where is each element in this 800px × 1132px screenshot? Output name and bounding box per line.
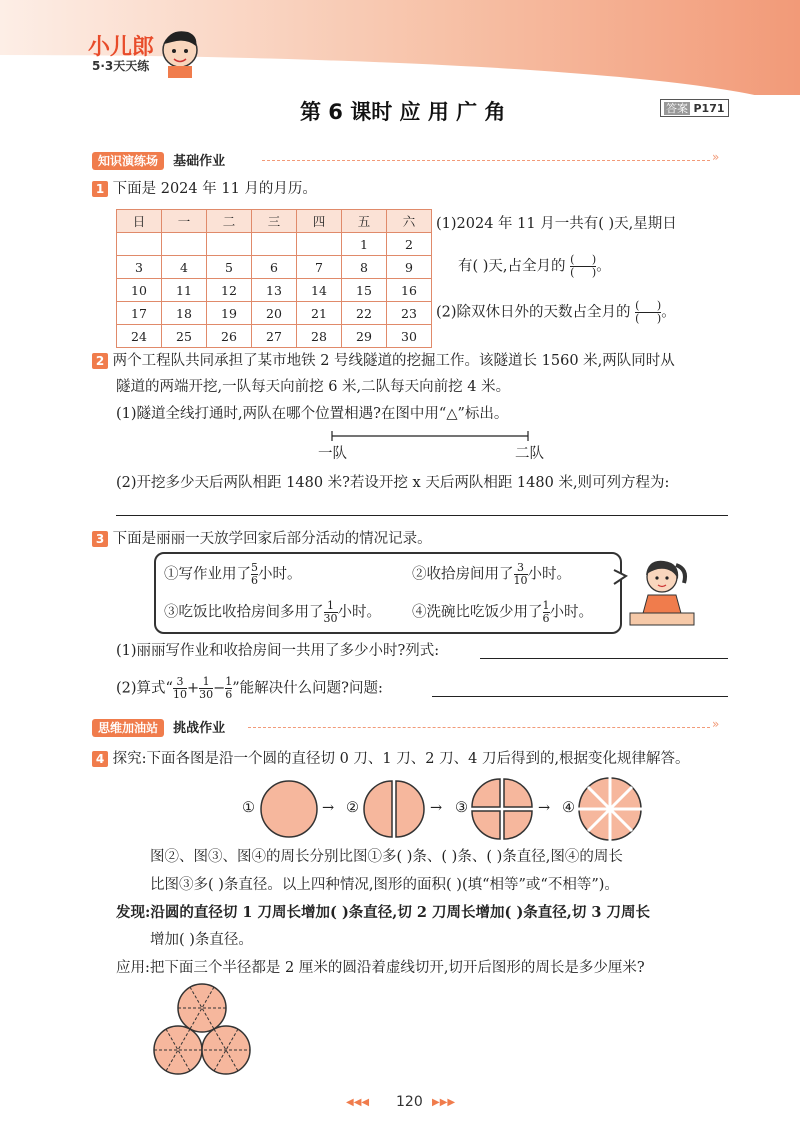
calendar-cell: 24	[117, 325, 162, 348]
page-number: 120	[396, 1094, 423, 1110]
footer-left-arrows: ◀◀◀	[346, 1097, 370, 1108]
numerator: 1	[542, 599, 550, 612]
activity-3-post: 小时。	[337, 604, 381, 621]
activity-2	[412, 562, 571, 587]
calendar-row	[117, 302, 432, 325]
fraction	[324, 600, 338, 625]
calendar-header-row	[117, 210, 432, 233]
figure-label-4: ④	[562, 800, 575, 816]
numerator: 3	[176, 675, 184, 688]
calendar-cell: 17	[117, 302, 162, 325]
blank-fraction: $\frac{( )}{( )}$	[570, 253, 597, 279]
circle-cut-4	[576, 775, 644, 843]
blank-fraction: $\frac{( )}{( )}$	[635, 299, 662, 325]
q1-part1-a: (1)2024 年 11 月一共有( )天,星期日	[436, 216, 677, 232]
figure-label-1: ①	[242, 800, 255, 816]
activity-3-pre: ③吃饭比收拾房间多用了	[164, 604, 324, 621]
section-tag: 知识演练场	[92, 152, 164, 170]
calendar-header: 四	[297, 210, 342, 233]
divider-arrow-icon: »	[712, 717, 720, 731]
fraction	[173, 676, 187, 701]
numerator: 3	[517, 561, 524, 574]
calendar-cell	[207, 233, 252, 256]
speech-tail-icon	[612, 568, 628, 586]
q4-find-2: 增加( )条直径。	[150, 932, 253, 948]
calendar-cell: 5	[207, 256, 252, 279]
team2-label: 二队	[515, 446, 544, 462]
logo-sub: 5·3天天练	[92, 59, 150, 73]
calendar-cell: 25	[162, 325, 207, 348]
fraction	[199, 676, 213, 701]
activity-4-post: 小时。	[549, 604, 593, 621]
calendar-cell	[252, 233, 297, 256]
q4-find-1: 发现:沿圆的直径切 1 刀周长增加( )条直径,切 2 刀周长增加( )条直径,切 3 刀周长	[116, 904, 651, 921]
calendar-cell: 21	[297, 302, 342, 325]
page-title: 第 6 课时 应 用 广 角	[300, 100, 506, 124]
answer-line	[480, 658, 728, 659]
calendar-cell: 23	[387, 302, 432, 325]
calendar-cell: 6	[252, 256, 297, 279]
section-tag: 思维加油站	[92, 719, 164, 737]
calendar-cell: 3	[117, 256, 162, 279]
section-challenge	[92, 717, 225, 736]
answer-line	[116, 515, 728, 516]
calendar-cell	[162, 233, 207, 256]
child-mascot-icon	[158, 24, 202, 80]
q2-line1	[92, 350, 675, 372]
q1-part1-b-text: 有( )天,占全月的	[458, 258, 566, 275]
calendar-cell: 29	[342, 325, 387, 348]
q3-number: 3	[92, 531, 108, 547]
footer-right-arrows: ▶▶▶	[432, 1097, 456, 1108]
figure-label-3: ③	[455, 800, 468, 816]
calendar-cell: 1	[342, 233, 387, 256]
q4-apply: 应用:把下面三个半径都是 2 厘米的圆沿着虚线切开,切开后图形的周长是多少厘米?	[116, 960, 645, 976]
section-divider	[248, 727, 710, 728]
girl-illustration-icon	[628, 555, 698, 630]
activity-4	[412, 600, 593, 625]
section-divider	[262, 160, 710, 161]
arrow-icon: →	[322, 800, 335, 816]
fraction	[543, 600, 550, 625]
calendar-cell: 13	[252, 279, 297, 302]
section-name: 挑战作业	[173, 721, 226, 736]
denominator: 6	[542, 612, 550, 625]
calendar-header: 日	[117, 210, 162, 233]
q4-text-2: 比图③多( )条直径。以上四种情况,图形的面积( )(填“相等”或“不相等”)。	[150, 877, 619, 893]
calendar-row	[117, 256, 432, 279]
fraction	[514, 562, 528, 587]
answer-line	[432, 696, 728, 697]
answer-label: 答案	[666, 102, 688, 115]
calendar-cell	[297, 233, 342, 256]
calendar-header: 二	[207, 210, 252, 233]
calendar-cell: 2	[387, 233, 432, 256]
q4-number: 4	[92, 751, 108, 767]
q1-part2-text: (2)除双休日外的天数占全月的	[436, 304, 631, 321]
calendar-cell: 11	[162, 279, 207, 302]
section-basic	[92, 150, 225, 169]
activity-1-pre: ①写作业用了	[164, 566, 251, 583]
q1-part1-b: 有( )天,占全月的 $\frac{( )}{( )}$ 。	[458, 253, 611, 279]
q1-number: 1	[92, 181, 108, 197]
three-circles-figure	[148, 982, 258, 1082]
circle-uncut	[259, 779, 319, 839]
q3-part1: (1)丽丽写作业和收拾房间一共用了多少小时?列式:	[116, 643, 440, 659]
q3-part2-post: ”能解决什么问题?问题:	[232, 680, 383, 697]
numerator: 5	[251, 561, 258, 574]
activity-2-post: 小时。	[527, 566, 571, 583]
calendar-row	[117, 279, 432, 302]
q2-number: 2	[92, 353, 108, 369]
calendar-cell: 26	[207, 325, 252, 348]
q4-text: 探究:下面各图是沿一个圆的直径切 0 刀、1 刀、2 刀、4 刀后得到的,根据变化规律解答。	[112, 751, 690, 767]
calendar-cell: 20	[252, 302, 297, 325]
figure-label-2: ②	[346, 800, 359, 816]
q3-part2: (2)算式“ $\frac{3}{10}$ + $\frac{1}{30}$ − $\frac{1}{6}$ ”能解决什么问题?问题:	[116, 675, 383, 701]
answer-ref	[660, 99, 729, 117]
calendar-cell: 4	[162, 256, 207, 279]
q3-part2-pre: (2)算式“	[116, 680, 173, 697]
denominator: 6	[251, 574, 258, 587]
divider-arrow-icon: »	[712, 150, 720, 164]
q2-text1: 两个工程队共同承担了某市地铁 2 号线隧道的挖掘工作。该隧道长 1560 米,两队同时从	[112, 353, 675, 369]
team1-label: 一队	[318, 446, 347, 462]
activity-1-post: 小时。	[258, 566, 302, 583]
calendar-table	[116, 209, 432, 348]
numerator: 1	[327, 599, 334, 612]
fraction	[251, 562, 258, 587]
calendar-header: 一	[162, 210, 207, 233]
q3-stem	[92, 528, 432, 550]
q3-text: 下面是丽丽一天放学回家后部分活动的情况记录。	[112, 531, 432, 547]
denominator: 30	[199, 688, 214, 701]
denominator: 30	[323, 612, 338, 625]
calendar-cell: 15	[342, 279, 387, 302]
circle-cut-2	[470, 777, 534, 841]
calendar-cell: 16	[387, 279, 432, 302]
arrow-icon: →	[538, 800, 551, 816]
calendar-cell: 19	[207, 302, 252, 325]
activity-4-pre: ④洗碗比吃饭少用了	[412, 604, 543, 621]
q4-text-1: 图②、图③、图④的周长分别比图①多( )条、( )条、( )条直径,图④的周长	[150, 849, 623, 865]
q2-line2: 隧道的两端开挖,一队每天向前挖 6 米,二队每天向前挖 4 米。	[116, 379, 511, 395]
calendar-cell: 7	[297, 256, 342, 279]
activity-3	[164, 600, 381, 625]
calendar-cell: 10	[117, 279, 162, 302]
calendar-header: 三	[252, 210, 297, 233]
calendar-cell: 14	[297, 279, 342, 302]
calendar-cell: 18	[162, 302, 207, 325]
numerator: 1	[225, 675, 233, 688]
denominator: 10	[172, 688, 187, 701]
calendar-cell: 22	[342, 302, 387, 325]
calendar-header: 六	[387, 210, 432, 233]
calendar-row	[117, 233, 432, 256]
circle-cut-1	[362, 779, 426, 839]
calendar-cell: 12	[207, 279, 252, 302]
arrow-icon: →	[430, 800, 443, 816]
denominator: 6	[225, 688, 233, 701]
calendar-header: 五	[342, 210, 387, 233]
q4-stem	[92, 748, 690, 770]
denominator: 10	[513, 574, 528, 587]
q1-part2: (2)除双休日外的天数占全月的 $\frac{( )}{( )}$ 。	[436, 299, 676, 325]
numerator: 1	[202, 675, 210, 688]
q1-stem	[92, 178, 317, 200]
logo-main: 小儿郎	[88, 35, 155, 60]
activity-1	[164, 562, 302, 587]
answer-page: P171	[693, 102, 725, 115]
q1-text: 下面是 2024 年 11 月的月历。	[112, 181, 317, 197]
tunnel-diagram	[320, 428, 540, 448]
q2-part2: (2)开挖多少天后两队相距 1480 米?若设开挖 x 天后两队相距 1480 米,则可列方程为:	[116, 475, 670, 491]
calendar-cell: 8	[342, 256, 387, 279]
calendar-row	[117, 325, 432, 348]
q2-part1: (1)隧道全线打通时,两队在哪个位置相遇?在图中用“△”标出。	[116, 406, 509, 422]
calendar-cell: 30	[387, 325, 432, 348]
calendar-cell: 9	[387, 256, 432, 279]
calendar-cell: 27	[252, 325, 297, 348]
activity-2-pre: ②收拾房间用了	[412, 566, 514, 583]
section-name: 基础作业	[173, 154, 226, 169]
calendar-cell	[117, 233, 162, 256]
calendar-cell: 28	[297, 325, 342, 348]
